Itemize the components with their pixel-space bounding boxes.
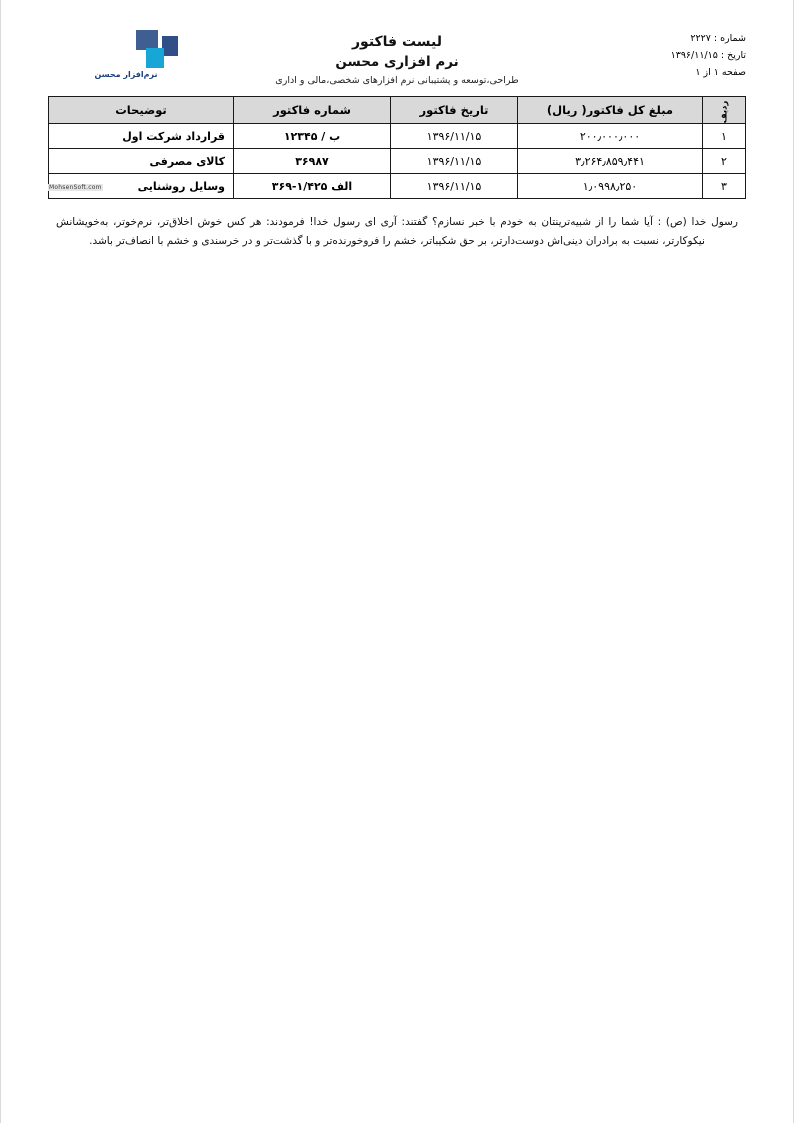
company-tagline: طراحی،توسعه و پشتیبانی نرم افزارهای شخصی،مالی و اداری xyxy=(275,75,519,86)
cell-invoice-date: ۱۳۹۶/۱۱/۱۵ xyxy=(391,124,518,149)
quote-text: رسول خدا (ص) : آیا شما را از شبیه‌ترینتان به خودم با خبر نسازم؟ گفتند: آری ای رسول خدا! فرمودند: هر کس خوش اخلاق‌تر، نرم‌خوتر، به‌خویشانش نیکوکارتر، نسبت به برادران دینی‌اش دوست‌دارتر، بر حق شکیباتر، خشم را فروخورنده‌تر و با گذشت‌تر و در خرسندی و خشم با انصاف‌تر باشد. xyxy=(56,216,738,247)
cell-description: قرارداد شرکت اول xyxy=(49,124,234,149)
document-header xyxy=(48,28,746,90)
table-row xyxy=(49,174,746,199)
cell-row-number: ۱ xyxy=(703,124,746,149)
document-date: تاریخ : ۱۳۹۶/۱۱/۱۵ xyxy=(670,50,746,61)
page-title: لیست فاکتور xyxy=(351,34,443,50)
column-header-total-amount: مبلغ کل فاکتور( ریال) xyxy=(518,97,703,124)
logo-text: نرم‌افزار محسن xyxy=(94,70,158,79)
cell-row-number: ۲ xyxy=(703,149,746,174)
cell-total-amount: ۱٫۰۹۹۸٫۲۵۰ xyxy=(518,174,703,199)
cell-row-number: ۳ xyxy=(703,174,746,199)
table-header-row xyxy=(49,97,746,124)
table-head xyxy=(49,97,746,124)
page-number: صفحه ۱ از ۱ xyxy=(695,67,746,78)
cell-invoice-number: ب / ۱۲۳۴۵ xyxy=(234,124,391,149)
column-header-invoice-date: تاریخ فاکتور xyxy=(391,97,518,124)
table-row xyxy=(49,149,746,174)
cell-invoice-number: ۳۶۹۸۷ xyxy=(234,149,391,174)
invoice-table xyxy=(48,96,746,199)
table-body xyxy=(49,124,746,199)
column-header-description: توضیحات xyxy=(49,97,234,124)
company-logo-icon xyxy=(136,30,198,68)
table-row xyxy=(49,124,746,149)
column-header-invoice-number: شماره فاکتور xyxy=(234,97,391,124)
logo-block xyxy=(48,28,198,79)
cell-total-amount: ۳٫۲۶۴٫۸۵۹٫۴۴۱ xyxy=(518,149,703,174)
cell-invoice-number: الف ۱/۴۲۵-۳۶۹ xyxy=(234,174,391,199)
company-name: نرم افزاری محسن xyxy=(335,54,459,70)
header-titles xyxy=(198,28,596,89)
document-number: شماره : ۲۲۲۷ xyxy=(690,33,746,44)
header-meta xyxy=(596,28,746,81)
cell-invoice-date: ۱۳۹۶/۱۱/۱۵ xyxy=(391,149,518,174)
cell-description: کالای مصرفی xyxy=(49,149,234,174)
cell-description: وسایل روشنایی xyxy=(49,174,234,199)
column-header-row-number: ردیف xyxy=(703,97,746,124)
watermark-stamp: MohsenSoft.com xyxy=(49,184,102,191)
cell-total-amount: ۲۰۰٫۰۰۰٫۰۰۰ xyxy=(518,124,703,149)
cell-invoice-date: ۱۳۹۶/۱۱/۱۵ xyxy=(391,174,518,199)
sheet-content xyxy=(48,28,746,251)
